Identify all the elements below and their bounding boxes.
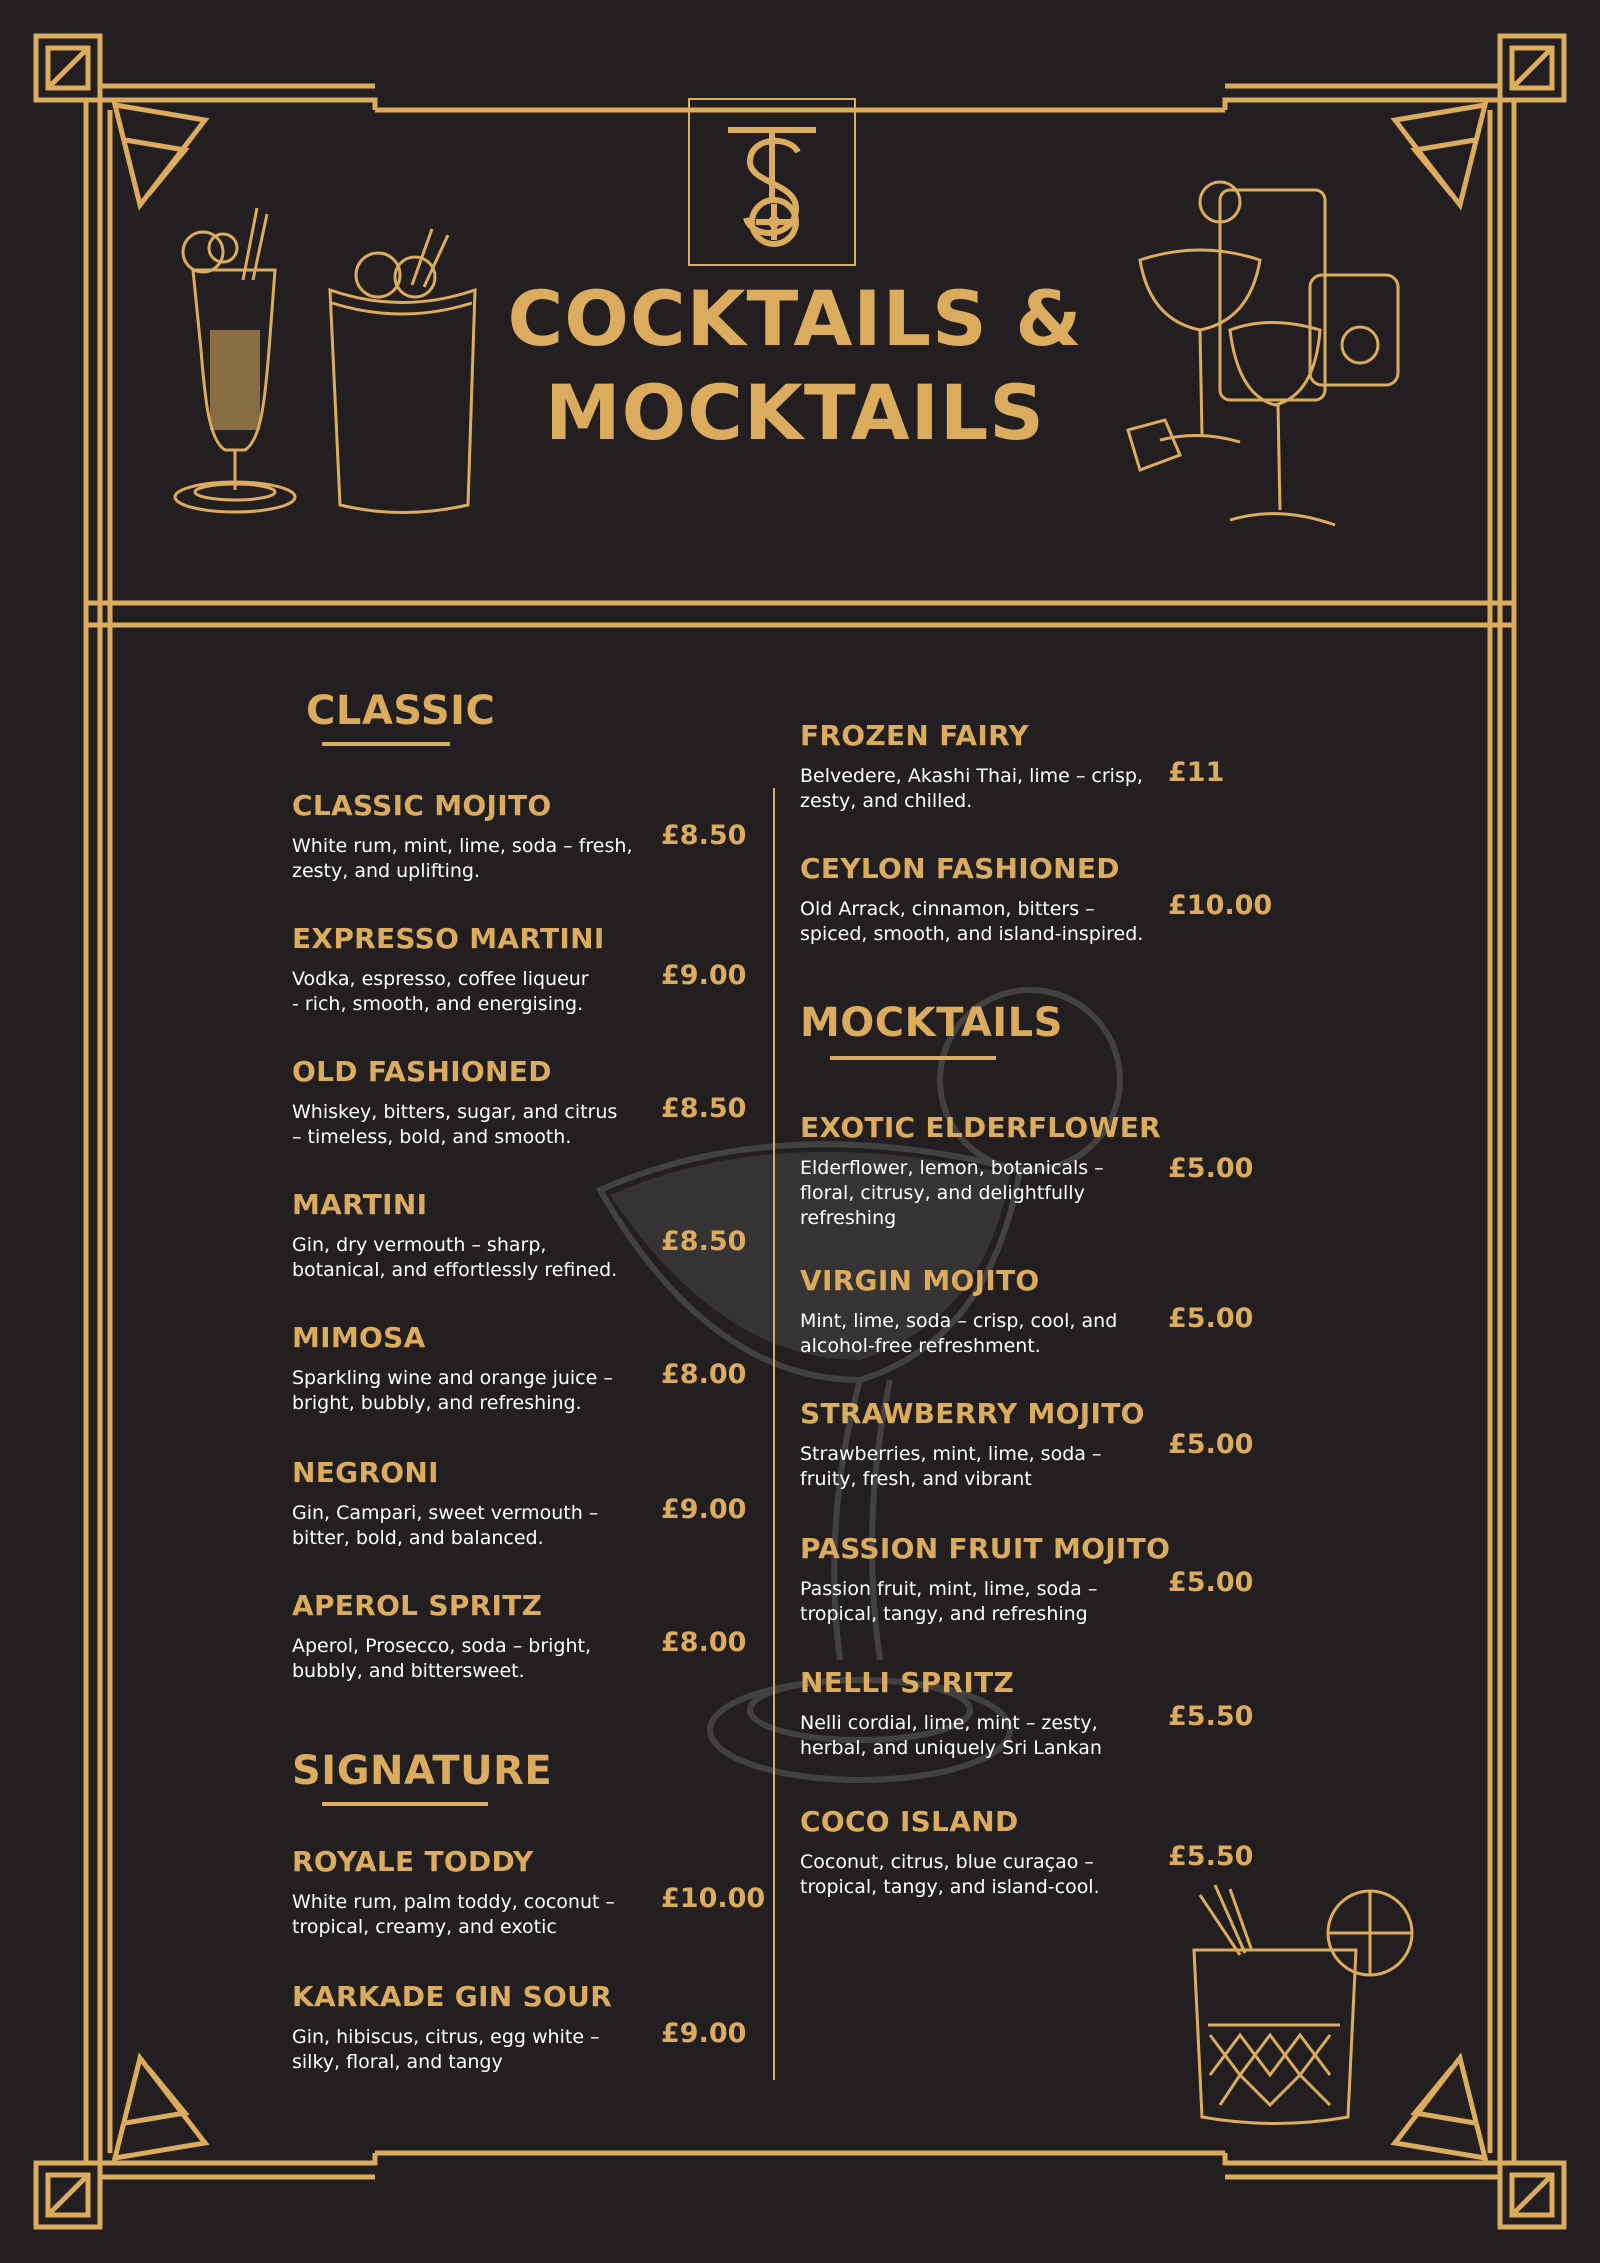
item-description: Gin, Campari, sweet vermouth – bitter, bold, and balanced. [292,1502,599,1549]
item-price: £9.00 [661,2018,747,2049]
item-description: Gin, dry vermouth – sharp, botanical, and effortlessly refined. [292,1234,618,1281]
item-price: £8.00 [661,1359,747,1390]
section-heading-signature: SIGNATURE [292,1748,553,1794]
brand-logo [688,85,856,266]
item-price: £8.50 [661,1226,747,1257]
highball-glass-illustration [320,225,485,525]
item-price: £5.00 [1168,1567,1254,1598]
item-description: Elderflower, lemon, botanicals – floral, citrusy, and delightfully refreshing [800,1157,1104,1229]
section-underline-classic [322,742,450,746]
tumbler-glass-illustration [1180,1885,1425,2130]
cocktail-glasses-illustration [1120,180,1405,535]
item-price: £9.00 [661,960,747,991]
item-description: Vodka, espresso, coffee liqueur - rich, smooth, and energising. [292,968,589,1015]
item-name: CLASSIC MOJITO [292,789,552,822]
ts-monogram-icon [690,85,854,264]
item-name: MIMOSA [292,1321,426,1354]
page-title [500,272,1090,460]
item-description: Strawberries, mint, lime, soda – fruity, fresh, and vibrant [800,1443,1102,1490]
item-name: EXOTIC ELDERFLOWER [800,1111,1161,1144]
item-name: KARKADE GIN SOUR [292,1980,613,2013]
item-name: STRAWBERRY MOJITO [800,1397,1145,1430]
title-line-1: COCKTAILS & [507,274,1083,363]
item-price: £5.00 [1168,1429,1254,1460]
item-name: COCO ISLAND [800,1805,1019,1838]
item-name: MARTINI [292,1188,428,1221]
item-price: £9.00 [661,1494,747,1525]
tall-glass-illustration [165,200,310,525]
item-description: Belvedere, Akashi Thai, lime – crisp, zesty, and chilled. [800,765,1143,812]
item-description: Passion fruit, mint, lime, soda – tropical, tangy, and refreshing [800,1578,1098,1625]
item-name: PASSION FRUIT MOJITO [800,1532,1171,1565]
item-description: Mint, lime, soda – crisp, cool, and alcohol-free refreshment. [800,1310,1118,1357]
title-line-2: MOCKTAILS [544,368,1046,457]
item-price: £5.00 [1168,1303,1254,1334]
item-description: Nelli cordial, lime, mint – zesty, herbal, and uniquely Sri Lankan [800,1712,1102,1759]
item-name: VIRGIN MOJITO [800,1264,1040,1297]
item-name: FROZEN FAIRY [800,719,1030,752]
item-price: £5.50 [1168,1701,1254,1732]
item-price: £10.00 [1168,890,1273,921]
item-description: Sparkling wine and orange juice – bright, bubbly, and refreshing. [292,1367,613,1414]
item-name: NEGRONI [292,1456,439,1489]
section-underline-signature [322,1802,488,1806]
item-description: Gin, hibiscus, citrus, egg white – silky, floral, and tangy [292,2026,600,2073]
section-underline-mocktails [830,1056,996,1060]
item-name: EXPRESSO MARTINI [292,922,605,955]
item-price: £10.00 [661,1883,766,1914]
item-description: White rum, palm toddy, coconut – tropical, creamy, and exotic [292,1891,615,1938]
item-price: £5.50 [1168,1841,1254,1872]
item-description: Aperol, Prosecco, soda – bright, bubbly, and bittersweet. [292,1635,591,1682]
item-description: White rum, mint, lime, soda – fresh, zesty, and uplifting. [292,835,633,882]
item-description: Coconut, citrus, blue curaçao – tropical, tangy, and island-cool. [800,1851,1100,1898]
item-name: OLD FASHIONED [292,1055,552,1088]
logo-letters: TS [690,85,710,104]
item-price: £8.00 [661,1627,747,1658]
item-price: £8.50 [661,1093,747,1124]
item-name: ROYALE TODDY [292,1845,534,1878]
section-heading-mocktails: MOCKTAILS [800,1000,1063,1046]
item-price: £11 [1168,757,1225,788]
item-price: £8.50 [661,820,747,851]
item-name: APEROL SPRITZ [292,1589,543,1622]
item-price: £5.00 [1168,1153,1254,1184]
item-name: NELLI SPRITZ [800,1666,1015,1699]
section-heading-classic: CLASSIC [306,688,496,734]
item-description: Old Arrack, cinnamon, bitters – spiced, smooth, and island-inspired. [800,898,1144,945]
item-name: CEYLON FASHIONED [800,852,1120,885]
item-description: Whiskey, bitters, sugar, and citrus – timeless, bold, and smooth. [292,1101,618,1148]
menu-item [800,720,1300,814]
